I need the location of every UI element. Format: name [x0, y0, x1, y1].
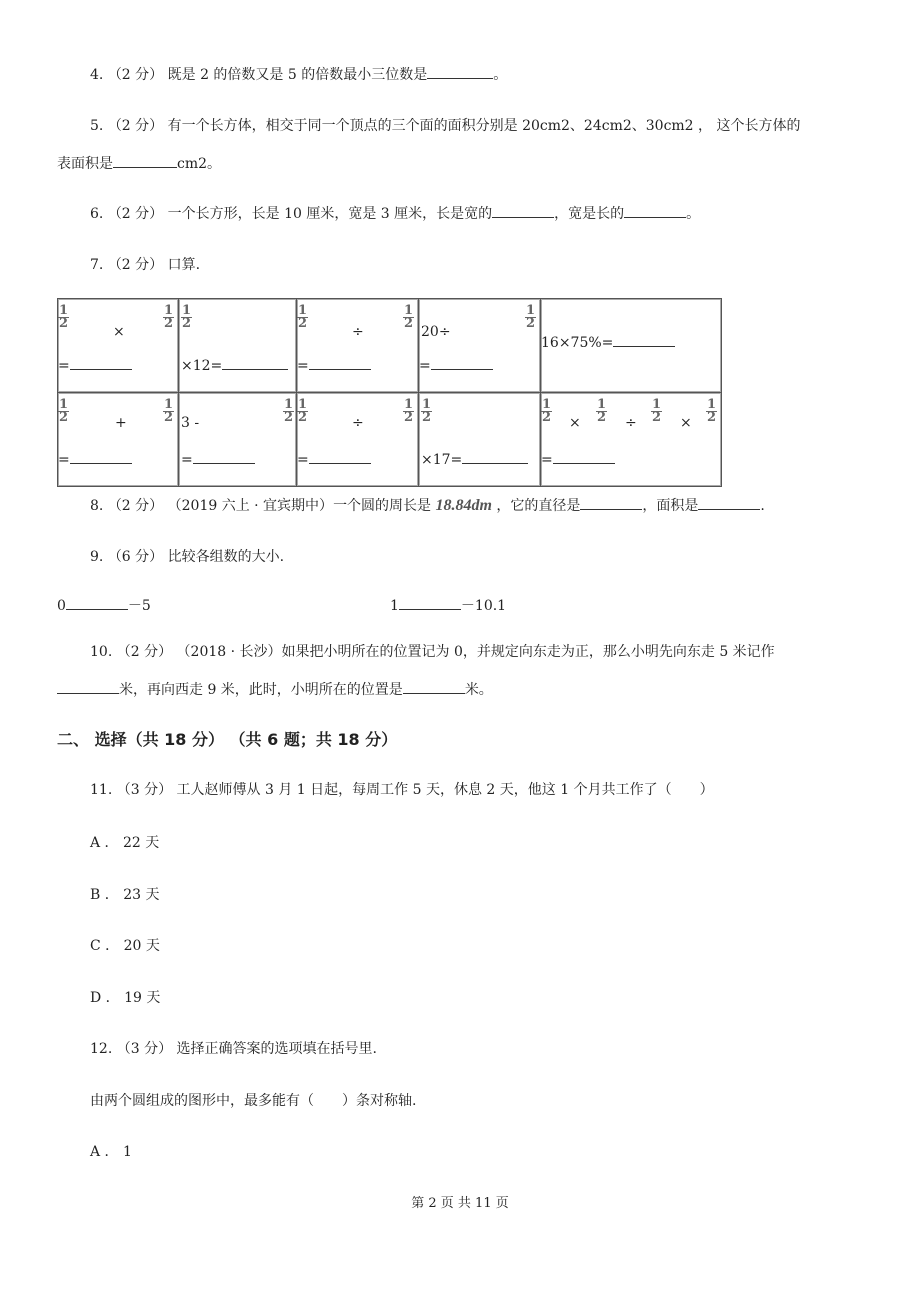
answer-blank[interactable]	[462, 449, 528, 464]
fraction: $\frac{1}{2}$	[706, 397, 716, 425]
option-a[interactable]: A ． 1	[90, 1144, 132, 1160]
fraction: $\frac{1}{2}$	[59, 397, 69, 425]
answer-blank[interactable]	[113, 153, 177, 168]
fraction: $\frac{1}{2}$	[403, 397, 413, 425]
mental-math-table: $\frac{1}{2}$ × $\frac{1}{2}$ = $\frac{1}{2}$ ×12= $\frac{1}{2}$ ÷ $\frac{1}{2}$ = 20÷ $\frac{1}{2}$ = 16×75%= $\frac{1}{2}$ + $\frac{1}{2}$ = 3 - $\frac{1}{2}$ = $\frac{1}{2}$ ÷ $\frac{1}{2}$ = $\frac{1}{2}$ ×17= $\frac{1}{2}$ × $\frac{1}{2}$ ÷ $\frac{1}{2}$ × $\frac{1}{2}$ =	[57, 298, 722, 487]
question-5: 5. （2 分） 有一个长方体，相交于同一个顶点的三个面的面积分别是 20cm2、24cm2、30cm2 ， 这个长方体的	[90, 118, 801, 134]
question-6: 6. （2 分） 一个长方形，长是 10 厘米，宽是 3 厘米，长是宽的 ，宽是长的 。	[90, 203, 700, 224]
answer-blank[interactable]	[427, 64, 493, 79]
option-a[interactable]: A ． 22 天	[90, 835, 160, 851]
answer-blank[interactable]	[624, 203, 686, 218]
question-10: 10. （2 分） （2018 · 长沙）如果把小明所在的位置记为 0，并规定向东走为正，那么小明先向东走 5 米记作	[90, 644, 775, 660]
question-9: 9. （6 分） 比较各组数的大小.	[90, 549, 285, 565]
question-12-stem: 由两个圆组成的图形中，最多能有（ ）条对称轴.	[90, 1093, 417, 1109]
answer-blank[interactable]	[403, 679, 465, 694]
answer-blank[interactable]	[70, 449, 132, 464]
answer-blank[interactable]	[70, 355, 132, 370]
fraction: $\frac{1}{2}$	[597, 397, 607, 425]
fraction: $\frac{1}{2}$	[403, 303, 413, 331]
answer-blank[interactable]	[66, 595, 128, 610]
option-c[interactable]: C ． 20 天	[90, 938, 160, 954]
circumference-value: 18.84dm	[435, 497, 492, 514]
answer-blank[interactable]	[309, 449, 371, 464]
fraction: $\frac{1}{2}$	[652, 397, 662, 425]
fraction: $\frac{1}{2}$	[525, 303, 535, 331]
compare-a: 0 －5	[57, 595, 151, 616]
fraction: $\frac{1}{2}$	[163, 303, 173, 331]
answer-blank[interactable]	[222, 355, 288, 370]
fraction: $\frac{1}{2}$	[422, 397, 432, 425]
answer-blank[interactable]	[399, 595, 461, 610]
answer-blank[interactable]	[553, 449, 615, 464]
answer-blank[interactable]	[193, 449, 255, 464]
answer-blank[interactable]	[698, 495, 760, 510]
question-7: 7. （2 分） 口算.	[90, 257, 201, 273]
fraction: $\frac{1}{2}$	[163, 397, 173, 425]
fraction: $\frac{1}{2}$	[283, 397, 293, 425]
answer-blank[interactable]	[57, 679, 119, 694]
page-footer: 第 2 页 共 11 页	[411, 1196, 509, 1211]
question-5-cont: 表面积是 cm2。	[57, 153, 221, 174]
answer-blank[interactable]	[431, 355, 493, 370]
fraction: $\frac{1}{2}$	[59, 303, 69, 331]
answer-blank[interactable]	[580, 495, 642, 510]
answer-blank[interactable]	[309, 355, 371, 370]
option-b[interactable]: B ． 23 天	[90, 887, 160, 903]
answer-blank[interactable]	[492, 203, 554, 218]
option-d[interactable]: D ． 19 天	[90, 990, 161, 1006]
compare-b: 1 －10.1	[390, 595, 506, 616]
question-11: 11. （3 分） 工人赵师傅从 3 月 1 日起，每周工作 5 天，休息 2 天，他这 1 个月共工作了（ ）	[90, 782, 714, 798]
question-4: 4. （2 分） 既是 2 的倍数又是 5 的倍数最小三位数是 。	[90, 64, 507, 85]
question-10-cont: 米，再向西走 9 米，此时，小明所在的位置是 米。	[57, 679, 493, 700]
fraction: $\frac{1}{2}$	[182, 303, 192, 331]
fraction: $\frac{1}{2}$	[542, 397, 552, 425]
question-8: 8. （2 分） （2019 六上 · 宜宾期中）一个圆的周长是 18.84dm ，它的直径是 ，面积是 .	[90, 497, 765, 514]
answer-blank[interactable]	[613, 332, 675, 347]
fraction: $\frac{1}{2}$	[298, 397, 308, 425]
question-12: 12. （3 分） 选择正确答案的选项填在括号里.	[90, 1041, 377, 1057]
section-heading: 二、 选择（共 18 分） （共 6 题；共 18 分）	[57, 730, 398, 749]
fraction: $\frac{1}{2}$	[298, 303, 308, 331]
